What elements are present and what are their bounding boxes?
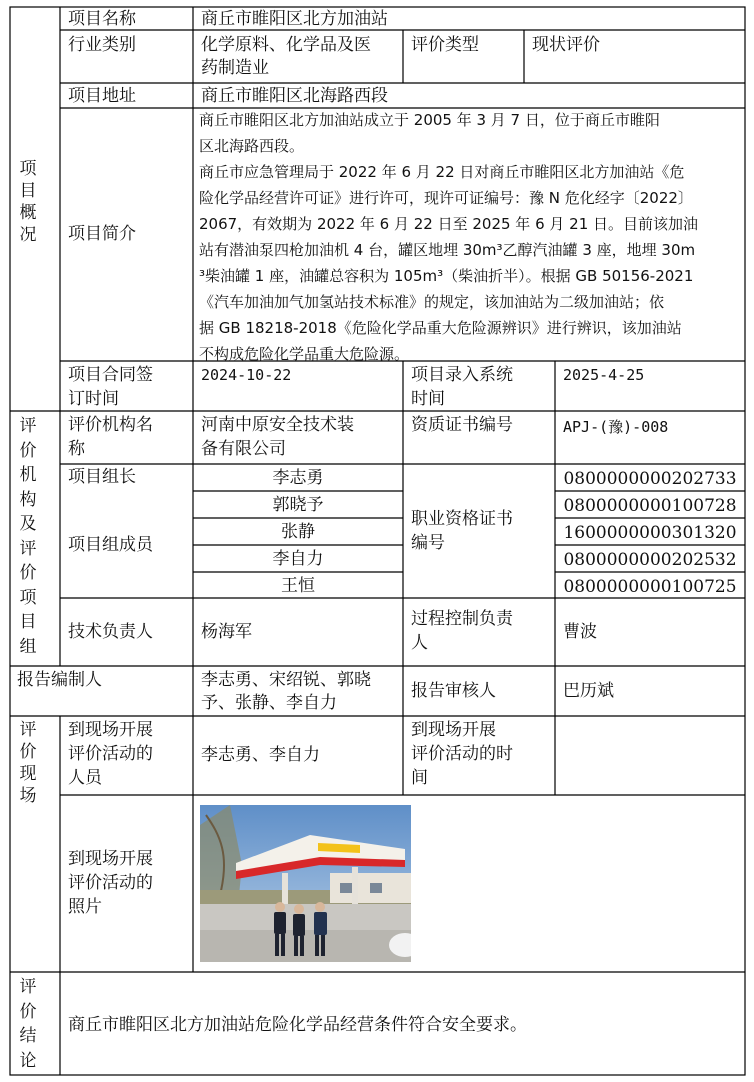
org-name-value-line2: 备有限公司 bbox=[201, 439, 286, 459]
contract-date-label-line2: 订时间 bbox=[68, 389, 119, 409]
entry-date-label-line1: 项目录入系统 bbox=[411, 365, 513, 385]
intro-line: ³柴油罐 1 座，油罐总容积为 105m³（柴油折半）。根据 GB 50156-2021 bbox=[199, 267, 694, 285]
contract-date-label-line1: 项目合同签 bbox=[68, 365, 153, 385]
industry-value-line2: 药制造业 bbox=[201, 58, 269, 78]
cert-number-value: APJ-(豫)-008 bbox=[563, 418, 669, 436]
process-control-label-line2: 人 bbox=[411, 633, 428, 653]
contract-date-value: 2024-10-22 bbox=[201, 366, 292, 384]
section-conclusion: 评价结论 bbox=[19, 977, 37, 1071]
tech-lead-value: 杨海军 bbox=[201, 622, 252, 642]
site-photo-label-line3: 照片 bbox=[68, 897, 102, 917]
report-reviewer-label: 报告审核人 bbox=[411, 681, 496, 701]
org-name-label-line1: 评价机构名 bbox=[68, 415, 153, 435]
report-author-value-line1: 李志勇、宋绍锐、郭晓 bbox=[201, 670, 371, 690]
intro-line: 站有潜油泵四枪加油机 4 台，罐区地埋 30m³乙醇汽油罐 3 座，地埋 30m bbox=[199, 241, 696, 259]
conclusion-text: 商丘市睢阳区北方加油站危险化学品经营条件符合安全要求。 bbox=[68, 1015, 527, 1035]
qualification-label-line2: 编号 bbox=[411, 533, 445, 553]
site-photo bbox=[200, 805, 411, 962]
intro-line: 区北海路西段。 bbox=[199, 137, 305, 155]
entry-date-value: 2025-4-25 bbox=[563, 366, 645, 384]
site-staff-label-line1: 到现场开展 bbox=[68, 720, 153, 740]
intro-line: 2067，有效期为 2022 年 6 月 22 日至 2025 年 6 月 21 日。目前该加油 bbox=[199, 215, 699, 233]
leader-label: 项目组长 bbox=[68, 467, 136, 487]
site-photo-label-line1: 到现场开展 bbox=[68, 849, 153, 869]
intro-line: 不构成危险化学品重大危险源。 bbox=[199, 345, 410, 363]
project-name-value: 商丘市睢阳区北方加油站 bbox=[201, 9, 388, 29]
section-site: 评价现场 bbox=[19, 720, 37, 806]
site-staff-label-line2: 评价活动的 bbox=[68, 744, 153, 764]
site-time-label-line1: 到现场开展 bbox=[411, 720, 496, 740]
project-name-label: 项目名称 bbox=[68, 9, 136, 29]
member-cert: 0800000000202733 bbox=[563, 469, 737, 489]
member-name: 王恒 bbox=[281, 576, 315, 596]
industry-label: 行业类别 bbox=[68, 35, 136, 55]
member-name: 张静 bbox=[281, 522, 315, 542]
members-label: 项目组成员 bbox=[68, 535, 153, 555]
member-cert: 0800000000202532 bbox=[563, 550, 737, 570]
address-label: 项目地址 bbox=[68, 86, 136, 106]
member-cert: 1600000000301320 bbox=[563, 523, 737, 543]
eval-type-value: 现状评价 bbox=[532, 35, 600, 55]
eval-type-label: 评价类型 bbox=[411, 35, 479, 55]
member-cert: 0800000000100728 bbox=[563, 496, 737, 516]
cert-number-label: 资质证书编号 bbox=[411, 415, 513, 435]
entry-date-label-line2: 时间 bbox=[411, 389, 445, 409]
address-value: 商丘市睢阳区北海路西段 bbox=[201, 86, 388, 106]
org-name-value-line1: 河南中原安全技术装 bbox=[201, 415, 354, 435]
section-overview: 项目概况 bbox=[19, 159, 37, 245]
member-cert: 0800000000100725 bbox=[563, 577, 737, 597]
process-control-value: 曹波 bbox=[563, 622, 597, 642]
process-control-label-line1: 过程控制负责 bbox=[411, 609, 513, 629]
member-name: 李志勇 bbox=[272, 468, 324, 488]
member-name: 李自力 bbox=[272, 549, 324, 569]
intro-line: 险化学品经营许可证》进行许可，现许可证编号：豫 N 危化经字〔2022〕 bbox=[199, 189, 693, 207]
member-name: 郭晓予 bbox=[272, 495, 324, 515]
industry-value-line1: 化学原料、化学品及医 bbox=[201, 35, 371, 55]
intro-text bbox=[199, 107, 743, 367]
intro-line: 商丘市应急管理局于 2022 年 6 月 22 日对商丘市睢阳区北方加油站《危 bbox=[199, 163, 685, 181]
report-author-label: 报告编制人 bbox=[17, 670, 102, 690]
site-staff-value: 李志勇、李自力 bbox=[201, 745, 320, 765]
org-name-label-line2: 称 bbox=[68, 439, 85, 459]
site-staff-label-line3: 人员 bbox=[68, 768, 102, 788]
site-photo-label-line2: 评价活动的 bbox=[68, 873, 153, 893]
intro-label: 项目简介 bbox=[68, 224, 136, 244]
qualification-label-line1: 职业资格证书 bbox=[411, 509, 513, 529]
intro-line: 《汽车加油加气加氢站技术标准》的规定，该加油站为二级加油站；依 bbox=[199, 293, 665, 311]
report-author-value-line2: 予、张静、李自力 bbox=[201, 693, 337, 713]
report-reviewer-value: 巴历斌 bbox=[563, 681, 614, 701]
intro-line: 商丘市睢阳区北方加油站成立于 2005 年 3 月 7 日，位于商丘市睢阳 bbox=[199, 111, 660, 129]
site-time-label-line2: 评价活动的时 bbox=[411, 744, 513, 764]
site-time-label-line3: 间 bbox=[411, 768, 428, 788]
tech-lead-label: 技术负责人 bbox=[68, 622, 153, 642]
section-agency: 评价机构及评价项目组 bbox=[19, 416, 37, 657]
intro-line: 据 GB 18218-2018《危险化学品重大危险源辨识》进行辨识，该加油站 bbox=[199, 319, 682, 337]
